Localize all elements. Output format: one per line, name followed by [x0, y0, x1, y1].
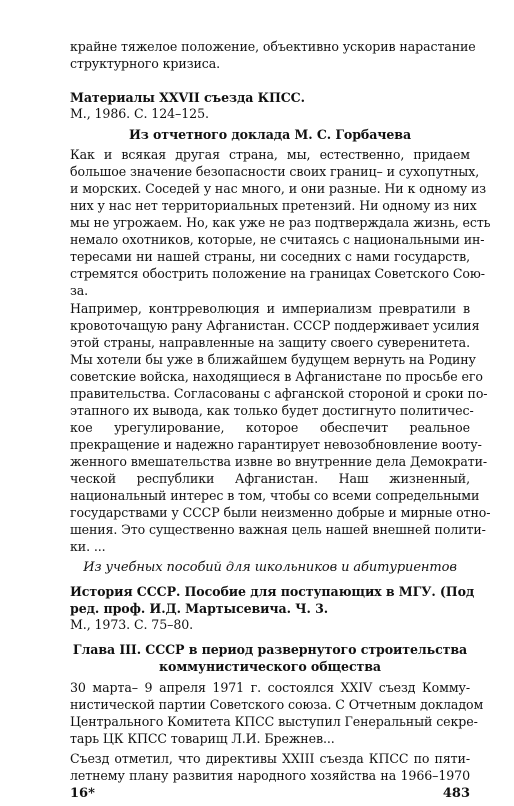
printer-signature: 16*: [70, 786, 95, 801]
para3-line: тарь ЦК КПСС товарищ Л.И. Брежнев...: [70, 731, 335, 746]
para4-line: летнему плану развития народного хозяйства на 1966–1970: [70, 768, 470, 783]
para2-line: этой страны, направленные на защиту своего суверенитета.: [70, 335, 470, 350]
source1-ref: М., 1986. С. 124–125.: [70, 106, 209, 121]
para2-line: женного вмешательства извне во внутренние дела Демократи-: [70, 454, 488, 469]
intro-line: структурного кризиса.: [70, 56, 221, 71]
para1-line: Как и всякая другая страна, мы, естественно, придаем: [70, 147, 470, 162]
para2-line: прекращение и надежно гарантирует невозобновление вооту-: [70, 437, 482, 452]
source2-ref: М., 1973. С. 75–80.: [70, 617, 194, 632]
para2-line: кое урегулирование, которое обеспечит реальное: [70, 420, 470, 435]
para2-line: Например, контрреволюция и империализм превратили в: [70, 301, 470, 316]
source2-title-line: История СССР. Пособие для поступающих в МГУ. (Под: [70, 584, 475, 599]
para2-line: национальный интерес в том, чтобы со всеми сопредельными: [70, 488, 480, 503]
para2-line: шения. Это существенно важная цель нашей внешней полити-: [70, 522, 486, 537]
source2-title-line: ред. проф. И.Д. Мартысевича. Ч. 3.: [70, 601, 329, 616]
section1-title: Из отчетного доклада М. С. Горбачева: [128, 127, 412, 142]
para2-line: советские войска, находящиеся в Афганистане по просьбе его: [70, 369, 483, 384]
para1-line: и морских. Соседей у нас много, и они разные. Ни к одному из: [70, 181, 487, 196]
para1-line: большое значение безопасности своих границ– и сухопутных,: [70, 164, 480, 179]
chapter-title-line: коммунистического общества: [159, 659, 381, 674]
para1-line: них у нас нет территориальных претензий. Ни одному из них: [70, 198, 477, 213]
section2-title: Из учебных пособий для школьников и абитуриентов: [83, 560, 457, 575]
para4-line: Съезд отметил, что директивы XXIII съезда КПСС по пяти-: [70, 751, 470, 766]
para1-line: за.: [70, 283, 89, 298]
para2-line: ческой республики Афганистан. Наш жизненный,: [70, 471, 470, 486]
para3-line: 30 марта– 9 апреля 1971 г. состоялся XXIV съезд Комму-: [70, 680, 470, 695]
para2-line: государствами у СССР были неизменно добрые и мирные отно-: [70, 505, 491, 520]
para2-line: правительства. Согласованы с афганской стороной и сроки по-: [70, 386, 488, 401]
para2-line: ки. ...: [70, 539, 106, 554]
para1-line: тересами ни нашей страны, ни соседних с нами государств,: [70, 249, 470, 264]
para3-line: нистической партии Советского союза. С Отчетным докладом: [70, 697, 484, 712]
page-number: 483: [442, 786, 470, 801]
para1-line: немало охотников, которые, не считаясь с национальными ин-: [70, 232, 485, 247]
source1-title: Материалы XXVII съезда КПСС.: [70, 90, 305, 105]
para2-line: кровоточащую рану Афганистан. СССР поддерживает усилия: [70, 318, 480, 333]
para2-line: Мы хотели бы уже в ближайшем будущем вернуть на Родину: [70, 352, 476, 367]
intro-line: крайне тяжелое положение, объективно ускорив нарастание: [70, 39, 476, 54]
para3-line: Центрального Комитета КПСС выступил Генеральный секре-: [70, 714, 478, 729]
para2-line: этапного их вывода, как только будет достигнуто политичес-: [70, 403, 474, 418]
chapter-title-line: Глава III. СССР в период развернутого строительства: [72, 642, 468, 657]
para1-line: мы не угрожаем. Но, как уже не раз подтверждала жизнь, есть: [70, 215, 491, 230]
para1-line: стремятся обострить положение на границах Советского Сою-: [70, 266, 485, 281]
